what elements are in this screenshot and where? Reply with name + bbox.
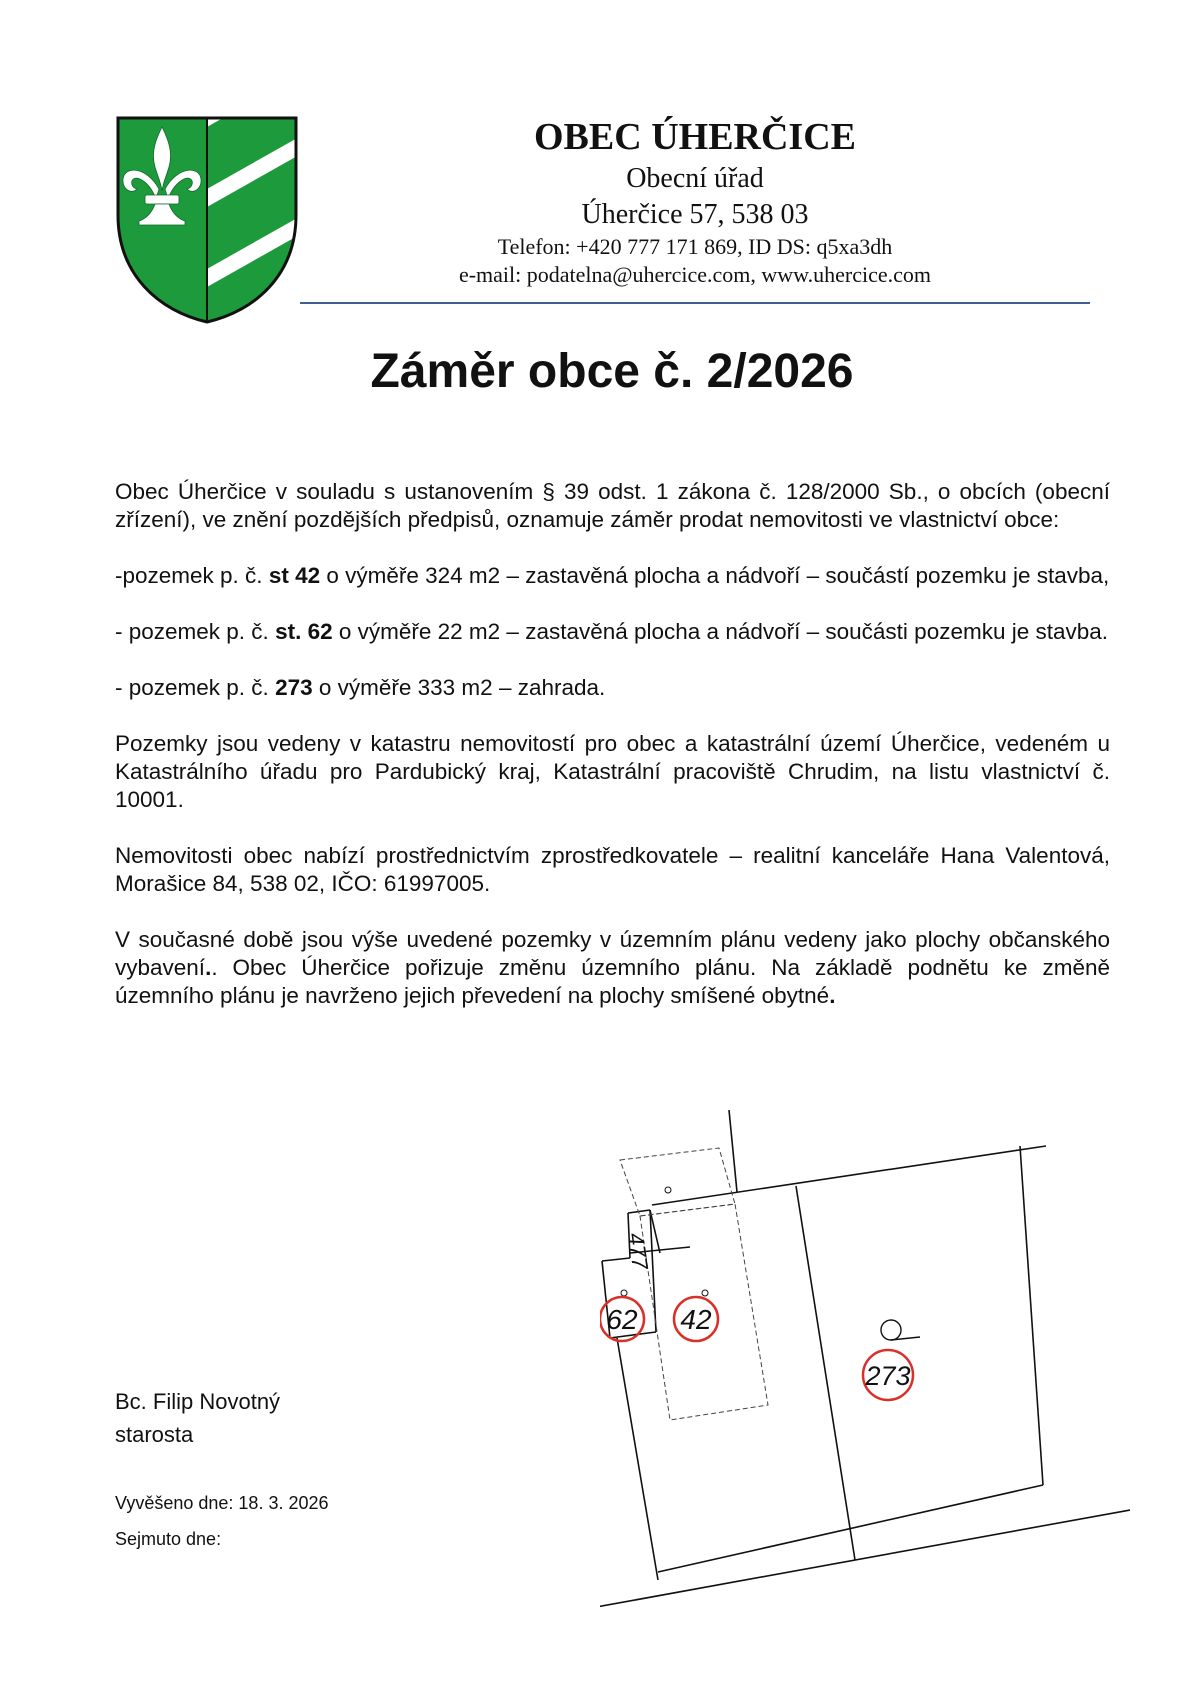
office-name: Obecní úřad	[626, 163, 764, 194]
point-marker	[665, 1187, 671, 1193]
header-divider	[300, 302, 1090, 304]
parcel-description: o výměře 324 m2 – zastavěná plocha a nádvoří – součástí pozemku je stavba,	[320, 563, 1110, 588]
removed-date: Sejmuto dne:	[115, 1529, 222, 1549]
parcel-item	[115, 562, 1110, 590]
parcel-item	[115, 674, 1110, 702]
parcel-label-477: 477	[623, 1231, 653, 1272]
parcel-label-42: 42	[680, 1304, 712, 1335]
parcel-prefix: - pozemek p. č.	[115, 619, 276, 644]
parcel-label-62: 62	[606, 1304, 638, 1335]
mayor-name: Bc. Filip Novotný	[115, 1389, 281, 1414]
coat-of-arms-icon	[115, 115, 299, 325]
parcel-boundary	[1020, 1146, 1043, 1485]
point-marker	[621, 1290, 627, 1296]
parcel-number: 273	[275, 675, 313, 700]
parcel-boundary	[796, 1186, 855, 1560]
parcel-number: st. 62	[275, 619, 333, 644]
parcel-item	[115, 618, 1110, 646]
contact-phone: Telefon: +420 777 171 869, ID DS: q5xa3dh	[497, 234, 893, 259]
mayor-role: starosta	[115, 1422, 194, 1447]
municipality-name: OBEC ÚHERČICE	[534, 116, 856, 158]
posting-dates	[115, 1485, 329, 1557]
parcel-description: o výměře 22 m2 – zastavěná plocha a nádvoří – součásti pozemku je stavba.	[332, 619, 1109, 644]
zoning-paragraph: V současné době jsou výše uvedené pozemky v územním plánu vedeny jako plochy občanského vybavení.. Obec Úherčice pořizuje změnu územního plánu. Na základě podnětu ke změně územního plánu je navrženo jejich převedení na plochy smíšené obytné.	[115, 927, 1110, 1008]
parcel-description: o výměře 333 m2 – zahrada.	[312, 675, 606, 700]
parcel-boundary	[658, 1485, 1043, 1572]
office-address: Úherčice 57, 538 03	[581, 199, 809, 230]
parcel-prefix: - pozemek p. č.	[115, 675, 276, 700]
posted-date: Vyvěšeno dne: 18. 3. 2026	[115, 1493, 329, 1513]
building-outline	[620, 1148, 735, 1216]
point-marker	[702, 1290, 708, 1296]
intro-paragraph: Obec Úherčice v souladu s ustanovením § 39 odst. 1 zákona č. 128/2000 Sb., o obcích (obecní zřízení), ve znění pozdějších předpisů, oznamuje záměr prodat nemovitosti ve vlastnictví obce:	[115, 479, 1110, 532]
parcel-boundary	[650, 1210, 656, 1332]
signature-block	[115, 1385, 280, 1451]
parcel-boundary	[617, 1338, 658, 1580]
cadastre-paragraph: Pozemky jsou vedeny v katastru nemovitostí pro obec a katastrální území Úherčice, vedeném u Katastrálního úřadu pro Pardubický kraj, Katastrální pracoviště Chrudim, na listu vlastnictví č. 10001.	[115, 731, 1110, 812]
document-body	[115, 478, 1110, 1010]
point-marker	[881, 1320, 901, 1340]
parcel-label-273: 273	[865, 1361, 911, 1391]
parcel-number: st 42	[268, 563, 321, 588]
agency-paragraph: Nemovitosti obec nabízí prostřednictvím zprostředkovatele – realitní kanceláře Hana Valentová, Morašice 84, 538 02, IČO: 61997005.	[115, 843, 1110, 896]
contact-web: e-mail: podatelna@uhercice.com, www.uhercice.com	[458, 262, 932, 287]
cadastral-map	[600, 1110, 1130, 1625]
letterhead	[300, 113, 1090, 289]
parcel-boundary	[729, 1110, 737, 1192]
parcel-boundary	[652, 1146, 1046, 1205]
parcel-boundary	[602, 1258, 630, 1261]
document-title: Záměr obce č. 2/2026	[370, 345, 854, 398]
parcel-prefix: -pozemek p. č.	[115, 563, 269, 588]
